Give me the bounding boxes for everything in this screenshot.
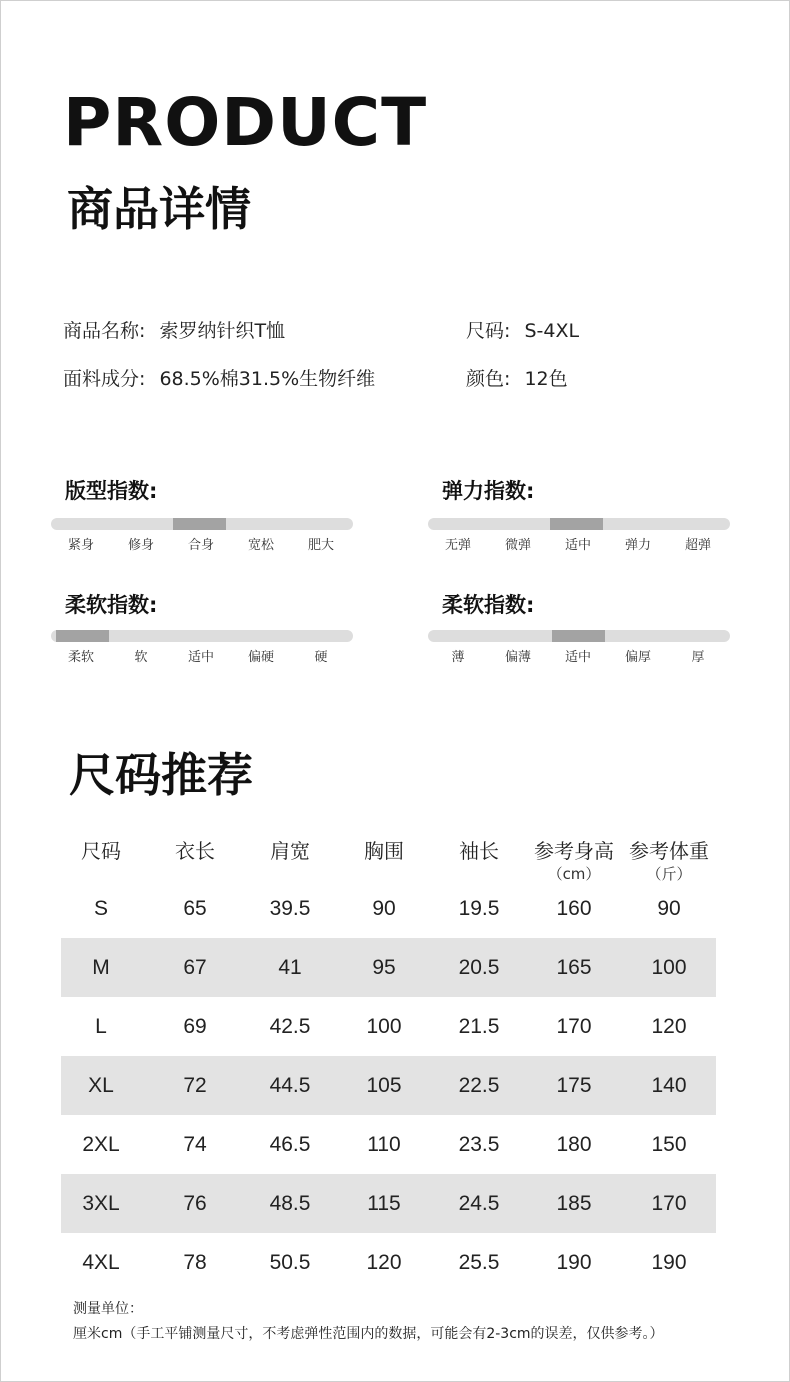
fit-index-label: 修身: [127, 538, 154, 553]
table-cell: 20.5: [458, 956, 500, 979]
table-cell: 160: [556, 897, 592, 920]
table-cell: 185: [556, 1192, 592, 1215]
measure-unit-note: 厘米cm（手工平铺测量尺寸，不考虑弹性范围内的数据，可能会有2-3cm的误差，仅供参考。）: [73, 1326, 664, 1342]
table-cell: 74: [183, 1133, 207, 1156]
table-cell: 19.5: [458, 897, 500, 920]
table-header-chest: 胸围: [364, 839, 404, 863]
table-cell: 90: [657, 897, 681, 920]
table-cell: 165: [556, 956, 592, 979]
table-cell: 190: [556, 1251, 592, 1274]
color-label: 颜色:: [466, 368, 511, 390]
table-cell: 170: [651, 1192, 687, 1215]
table-cell: 46.5: [269, 1133, 311, 1156]
table-cell: 76: [183, 1192, 207, 1215]
table-subheader-height-unit: （cm）: [547, 865, 601, 883]
table-cell: 175: [556, 1074, 592, 1097]
table-header-height: 参考身高: [534, 839, 614, 863]
table-cell: 72: [183, 1074, 207, 1097]
table-cell: 120: [651, 1015, 687, 1038]
softness-index-label: 适中: [187, 650, 214, 665]
product-name-label: 商品名称:: [63, 320, 146, 342]
page-title-cn: 商品详情: [67, 182, 251, 236]
table-cell: 105: [366, 1074, 402, 1097]
elasticity-index-bar: [428, 518, 730, 530]
fit-index-title: 版型指数:: [65, 479, 158, 503]
table-cell: M: [92, 956, 110, 979]
table-row: [61, 879, 716, 938]
table-cell: 110: [367, 1133, 401, 1156]
elasticity-index-marker: [550, 518, 603, 530]
size-range-row: [466, 318, 579, 344]
table-cell: 4XL: [82, 1251, 120, 1274]
table-cell: 48.5: [269, 1192, 311, 1215]
table-cell: 120: [366, 1251, 402, 1274]
thickness-index-marker: [552, 630, 605, 642]
table-header-shoulder: 肩宽: [270, 839, 310, 863]
table-cell: 24.5: [458, 1192, 500, 1215]
size-range-value: S-4XL: [524, 320, 580, 342]
size-range-label: 尺码:: [466, 320, 511, 342]
table-header-sleeve: 袖长: [459, 839, 499, 863]
table-header-length: 衣长: [175, 839, 215, 863]
elasticity-index-label: 超弹: [684, 538, 711, 553]
elasticity-index-label: 适中: [564, 538, 591, 553]
table-cell: 22.5: [458, 1074, 500, 1097]
elasticity-index-title: 弹力指数:: [442, 479, 535, 503]
table-cell: 65: [183, 897, 207, 920]
table-cell: 25.5: [458, 1251, 500, 1274]
table-cell: 41: [278, 956, 302, 979]
fabric-row: [63, 366, 375, 392]
table-cell: 39.5: [269, 897, 311, 920]
table-row: [61, 1056, 716, 1115]
elasticity-index-label: 弹力: [624, 538, 651, 553]
elasticity-index-label: 微弹: [504, 538, 531, 553]
table-cell: 23.5: [458, 1133, 500, 1156]
product-name-row: [63, 318, 285, 344]
fabric-label: 面料成分:: [63, 368, 146, 390]
table-cell: 50.5: [269, 1251, 311, 1274]
table-cell: 180: [556, 1133, 592, 1156]
fabric-value: 68.5%棉31.5%生物纤维: [159, 368, 376, 390]
softness-index-label: 偏硬: [247, 650, 274, 665]
table-cell: 95: [372, 956, 396, 979]
fit-index-label: 肥大: [307, 538, 334, 553]
elasticity-index-label: 无弹: [444, 538, 471, 553]
table-cell: 90: [372, 897, 396, 920]
fit-index-bar: [51, 518, 353, 530]
table-cell: 2XL: [82, 1133, 120, 1156]
softness-index-label: 软: [134, 650, 148, 665]
product-name-value: 索罗纳针织T恤: [159, 320, 286, 342]
thickness-index-title: 柔软指数:: [442, 593, 535, 617]
table-cell: XL: [88, 1074, 114, 1097]
fit-index-marker: [173, 518, 226, 530]
page-title-en: PRODUCT: [63, 84, 428, 161]
thickness-index-label: 薄: [451, 650, 465, 665]
table-cell: L: [95, 1015, 107, 1038]
table-cell: 100: [651, 956, 687, 979]
fit-index-label: 宽松: [247, 538, 274, 553]
table-cell: 190: [651, 1251, 687, 1274]
softness-index-title: 柔软指数:: [65, 593, 158, 617]
size-section-title: 尺码推荐: [69, 748, 253, 802]
thickness-index-label: 厚: [691, 650, 705, 665]
color-value: 12色: [524, 368, 568, 390]
table-cell: 21.5: [458, 1015, 500, 1038]
table-cell: 69: [183, 1015, 207, 1038]
color-row: [466, 366, 568, 392]
softness-index-bar: [51, 630, 353, 642]
measure-unit-label: 测量单位：: [73, 1301, 143, 1317]
softness-index-label: 硬: [314, 650, 328, 665]
table-cell: 150: [651, 1133, 687, 1156]
fit-index-label: 紧身: [67, 538, 94, 553]
table-cell: 170: [556, 1015, 592, 1038]
table-row: [61, 997, 716, 1056]
table-cell: 115: [367, 1192, 401, 1215]
thickness-index-label: 偏厚: [624, 650, 651, 665]
thickness-index-bar: [428, 630, 730, 642]
table-row: [61, 938, 716, 997]
table-cell: 67: [183, 956, 207, 979]
table-cell: 78: [183, 1251, 207, 1274]
table-header-size: 尺码: [81, 839, 121, 863]
table-cell: 42.5: [269, 1015, 311, 1038]
table-row: [61, 1115, 716, 1174]
table-row: [61, 1174, 716, 1233]
table-cell: 140: [651, 1074, 687, 1097]
table-subheader-weight-unit: （斤）: [646, 865, 692, 883]
table-row: [61, 1233, 716, 1292]
table-cell: 100: [366, 1015, 402, 1038]
softness-index-label: 柔软: [67, 650, 94, 665]
fit-index-label: 合身: [187, 538, 214, 553]
thickness-index-label: 适中: [564, 650, 591, 665]
table-header-weight: 参考体重: [629, 839, 709, 863]
thickness-index-label: 偏薄: [504, 650, 531, 665]
softness-index-marker: [56, 630, 109, 642]
table-cell: 44.5: [269, 1074, 311, 1097]
table-cell: S: [93, 897, 108, 920]
table-cell: 3XL: [82, 1192, 120, 1215]
